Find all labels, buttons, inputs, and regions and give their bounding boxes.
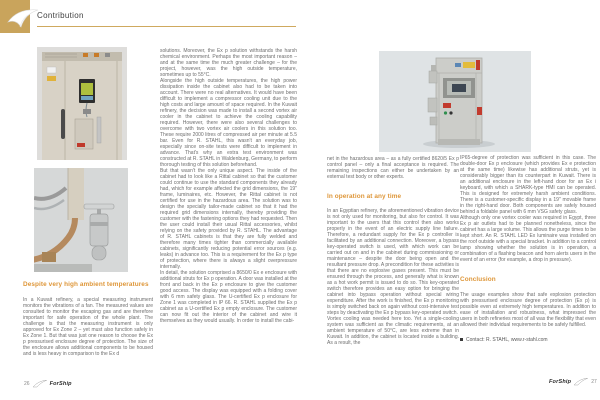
body-paragraph: Alongside the high outside temperatures, the high power dissipation inside the cabinet also had to be taken into account. There were no real alternatives. It would have been difficult to implement a compressor cooling unit due to the high costs and large amount of space required. In the Kuwait refinery, the decision was made to install a second vortex air cooler in the cabinet to achieve the cooling capability required. However, there were also several challenges to overcome with two vortex air coolers in this solution too. These require 2000 litres of compressed air per minute at 5.5 bar. Even for R. STAHL, this wasn't an everyday job, especially since on-site tests were difficult to implement in advance. That's why an extra test environment was constructed at R. STAHL in Waldenburg, Germany, to perform thorough testing of this solution beforehand.	[160, 78, 297, 168]
magazine-logo-left: ForShip	[49, 381, 72, 387]
right-page-column-2	[460, 155, 596, 343]
body-paragraph: In an Egyptian refinery, the aforementioned vibration device is not only used for monitoring, but also for control. It was important to the users that this control then also works properly in the event of an electric supply line failure. Therefore, a redundant supply for the Ex p controller is facilitated by an additional connection. Moreover, a bypass key-operated switch is used, with which work can be carried out on and in the cabinet during commissioning or maintenance – despite the door being open and the resultant pressure drop. A precondition for these activities is that there are no explosive gases present. This must be ensured through the process, and generally what is known as a hot work permit is issued to do so. This key-operated switch therefore provides an easy option for bringing the cabinet into bypass operation without special wiring expenditure. After the work is finished, the Ex p monitoring is simply switched back on again without cost-intensive test steps by deactivating the Ex p bypass key-operated switch.	[327, 208, 459, 316]
footer-left	[24, 380, 72, 388]
egypt-control-cabinet-photo	[379, 51, 531, 152]
body-paragraph: Although only one vortex cooler was required in Egypt, three Ex p air outlets had to be planned nonetheless, since the cabinet has a large volume. This allows the purge times to be kept short. An R. STAHL LED Ex luminaire was installed on the roof outside with a special bracket. In addition to a control lamp showing whether the solution is in operation, a combination of a flashing beacon and horn alerts users in the event of an error (for example, a drop in pressure).	[460, 215, 596, 263]
left-page-column-1	[23, 281, 153, 357]
left-page-column-2	[160, 48, 297, 324]
pneumatic-regulator-detail-photo	[34, 168, 128, 272]
body-paragraph: In a Kuwait refinery, a special measuring instrument monitors the vibrations of a fan. The measured values are consulted to monitor the escaping gas and are therefore important for safe operation of the whole plant. The challenge is that the measuring instrument is only approved for Ex Zone 2 – yet must also function safely in Ex Zone 1. But that was just one reason to choose the Ex p pressurised enclosure degree of protection. The size of the enclosure allows additional components to be housed and is less heavy in comparison to the Ex d	[23, 297, 153, 357]
section-heading-conclusion: Conclusion	[460, 276, 496, 283]
page-number-left: 26	[24, 381, 30, 387]
magazine-logo-right: ForShip	[549, 379, 572, 385]
body-paragraph: solutions. Moreover, the Ex p solution withstands the harsh chemical environment. Perhaps the most important reason – and at the same time the much greater challenge – for the project, however, was the high outside temperature, sometimes up to 55°C.	[160, 48, 297, 78]
square-bullet-icon	[460, 338, 463, 341]
footer-swoosh-icon	[32, 380, 48, 388]
section-heading-ambient-temperatures: Despite very high ambient temperatures	[23, 281, 149, 288]
right-page-column-1	[327, 156, 459, 346]
page-title: Contribution	[37, 11, 84, 20]
body-paragraph: IP65-degree of protection was sufficient in this case. The double-door Ex p enclosure (which provides Ex e protection at the same time) likewise has additional struts, yet is considerably bigger than its counterpart in Kuwait. There is an additional enclosure in the left-hand door for an Ex i keyboard, with which a SHARK-type HMI can be operated. This is designed for extremely harsh ambient conditions. There is a customer-specific display in a 19" movable frame in the right-hand door. Both components are safely housed behind a foldable panel with 6 mm VSG safety glass.	[460, 155, 596, 215]
header-rule	[37, 26, 296, 27]
section-heading-in-operation: In operation at any time	[327, 193, 402, 200]
body-paragraph: In detail, the solution comprised a 8650/0 Ex e enclosure with additional struts for Ex p operation. A door was installed at the front and back in the Ex p enclosure to give the customer good access. The display was equipped with a folding cover with 6 mm safety glass. The U-certified Ex p enclosure for Zone 1 was completed in IP 66. R. STAHL supplied the Ex p cabinet as a U-certified Ex p empty enclosure. The customer can now fit out the interior of the cabinet and wire it themselves as they would usually. In order to install the cabi-	[160, 270, 297, 324]
body-paragraph: net in the hazardous area – as a fully certified 8620/5 Ex p control panel – only a final acceptance is required. The remaining inspections can either be undertaken by an external test body or other experts.	[327, 156, 459, 180]
refinery-cabinet-front-photo	[37, 47, 127, 160]
footer-swoosh-icon	[573, 378, 589, 386]
body-paragraph: Vortex cooling was needed here too. Yet a single-cooling system was sufficient as the climatic requirements, at an ambient temperature of 50°C, are less extreme than in Kuwait. In addition, the cabinet is located inside a building. As a result, the	[327, 316, 459, 346]
contact-text: Contact: R. STAHL, www.r-stahl.com	[466, 337, 548, 343]
body-paragraph: But that wasn't the only unique aspect. The inside of the cabinet had to look like a Rittal cabinet so that the customer could continue to use the standard components they already had, which for example affected the grid dimensions, the 19" frame, luminaires, etc. However, the Rittal cabinet is not certified for use in the hazardous area. The solution was to design the specially tailor-made cabinet so that it had the required grid dimensions internally, thereby providing the customer with the fastening options they had requested. Then the user could install their usual Rittal accessories, whilst relying on the safety provided by R. STAHL. The advantage of R. STAHL cabinets is that they are fully welded and therefore many times tighter than commercially available cabinets, significantly reducing potential error sources (e.g. leaks) in advance too. This is a requirement for the Ex p type of protection, where there is always a slight overpressure internally.	[160, 168, 297, 270]
body-paragraph: The usage examples show that safe explosion protection with pressurised enclosure degree of protection (Ex p) is possible even at extremely high temperatures. In addition to ease of installation and robustness, what impressed the users in both refineries most of all was the flexibility that even allowed their individual requirements to be safely fulfilled.	[460, 292, 596, 328]
footer-right	[549, 378, 597, 386]
contact-line	[460, 337, 596, 343]
page-number-right: 27	[591, 379, 597, 385]
